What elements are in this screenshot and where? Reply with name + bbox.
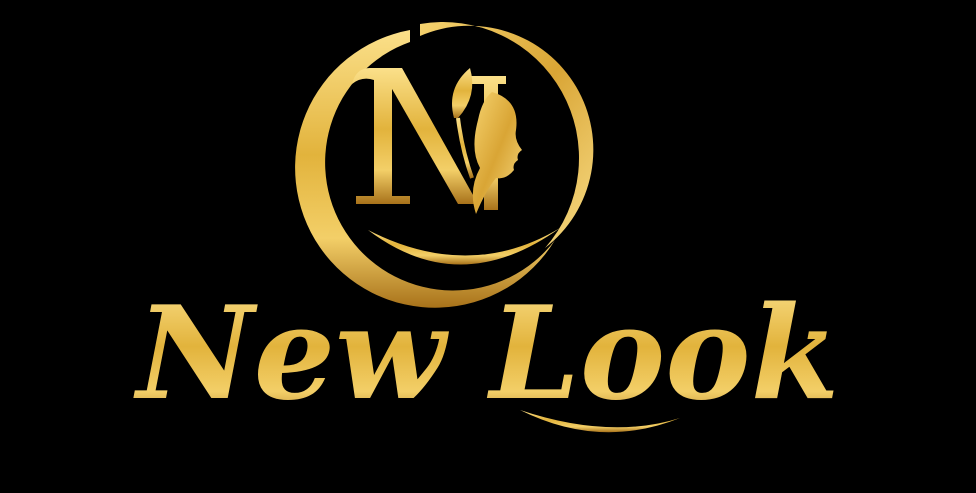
emblem-swash bbox=[368, 228, 560, 265]
brand-name: New Look bbox=[136, 279, 840, 429]
emblem-ring-left bbox=[295, 30, 555, 308]
leaf-icon bbox=[452, 68, 472, 118]
